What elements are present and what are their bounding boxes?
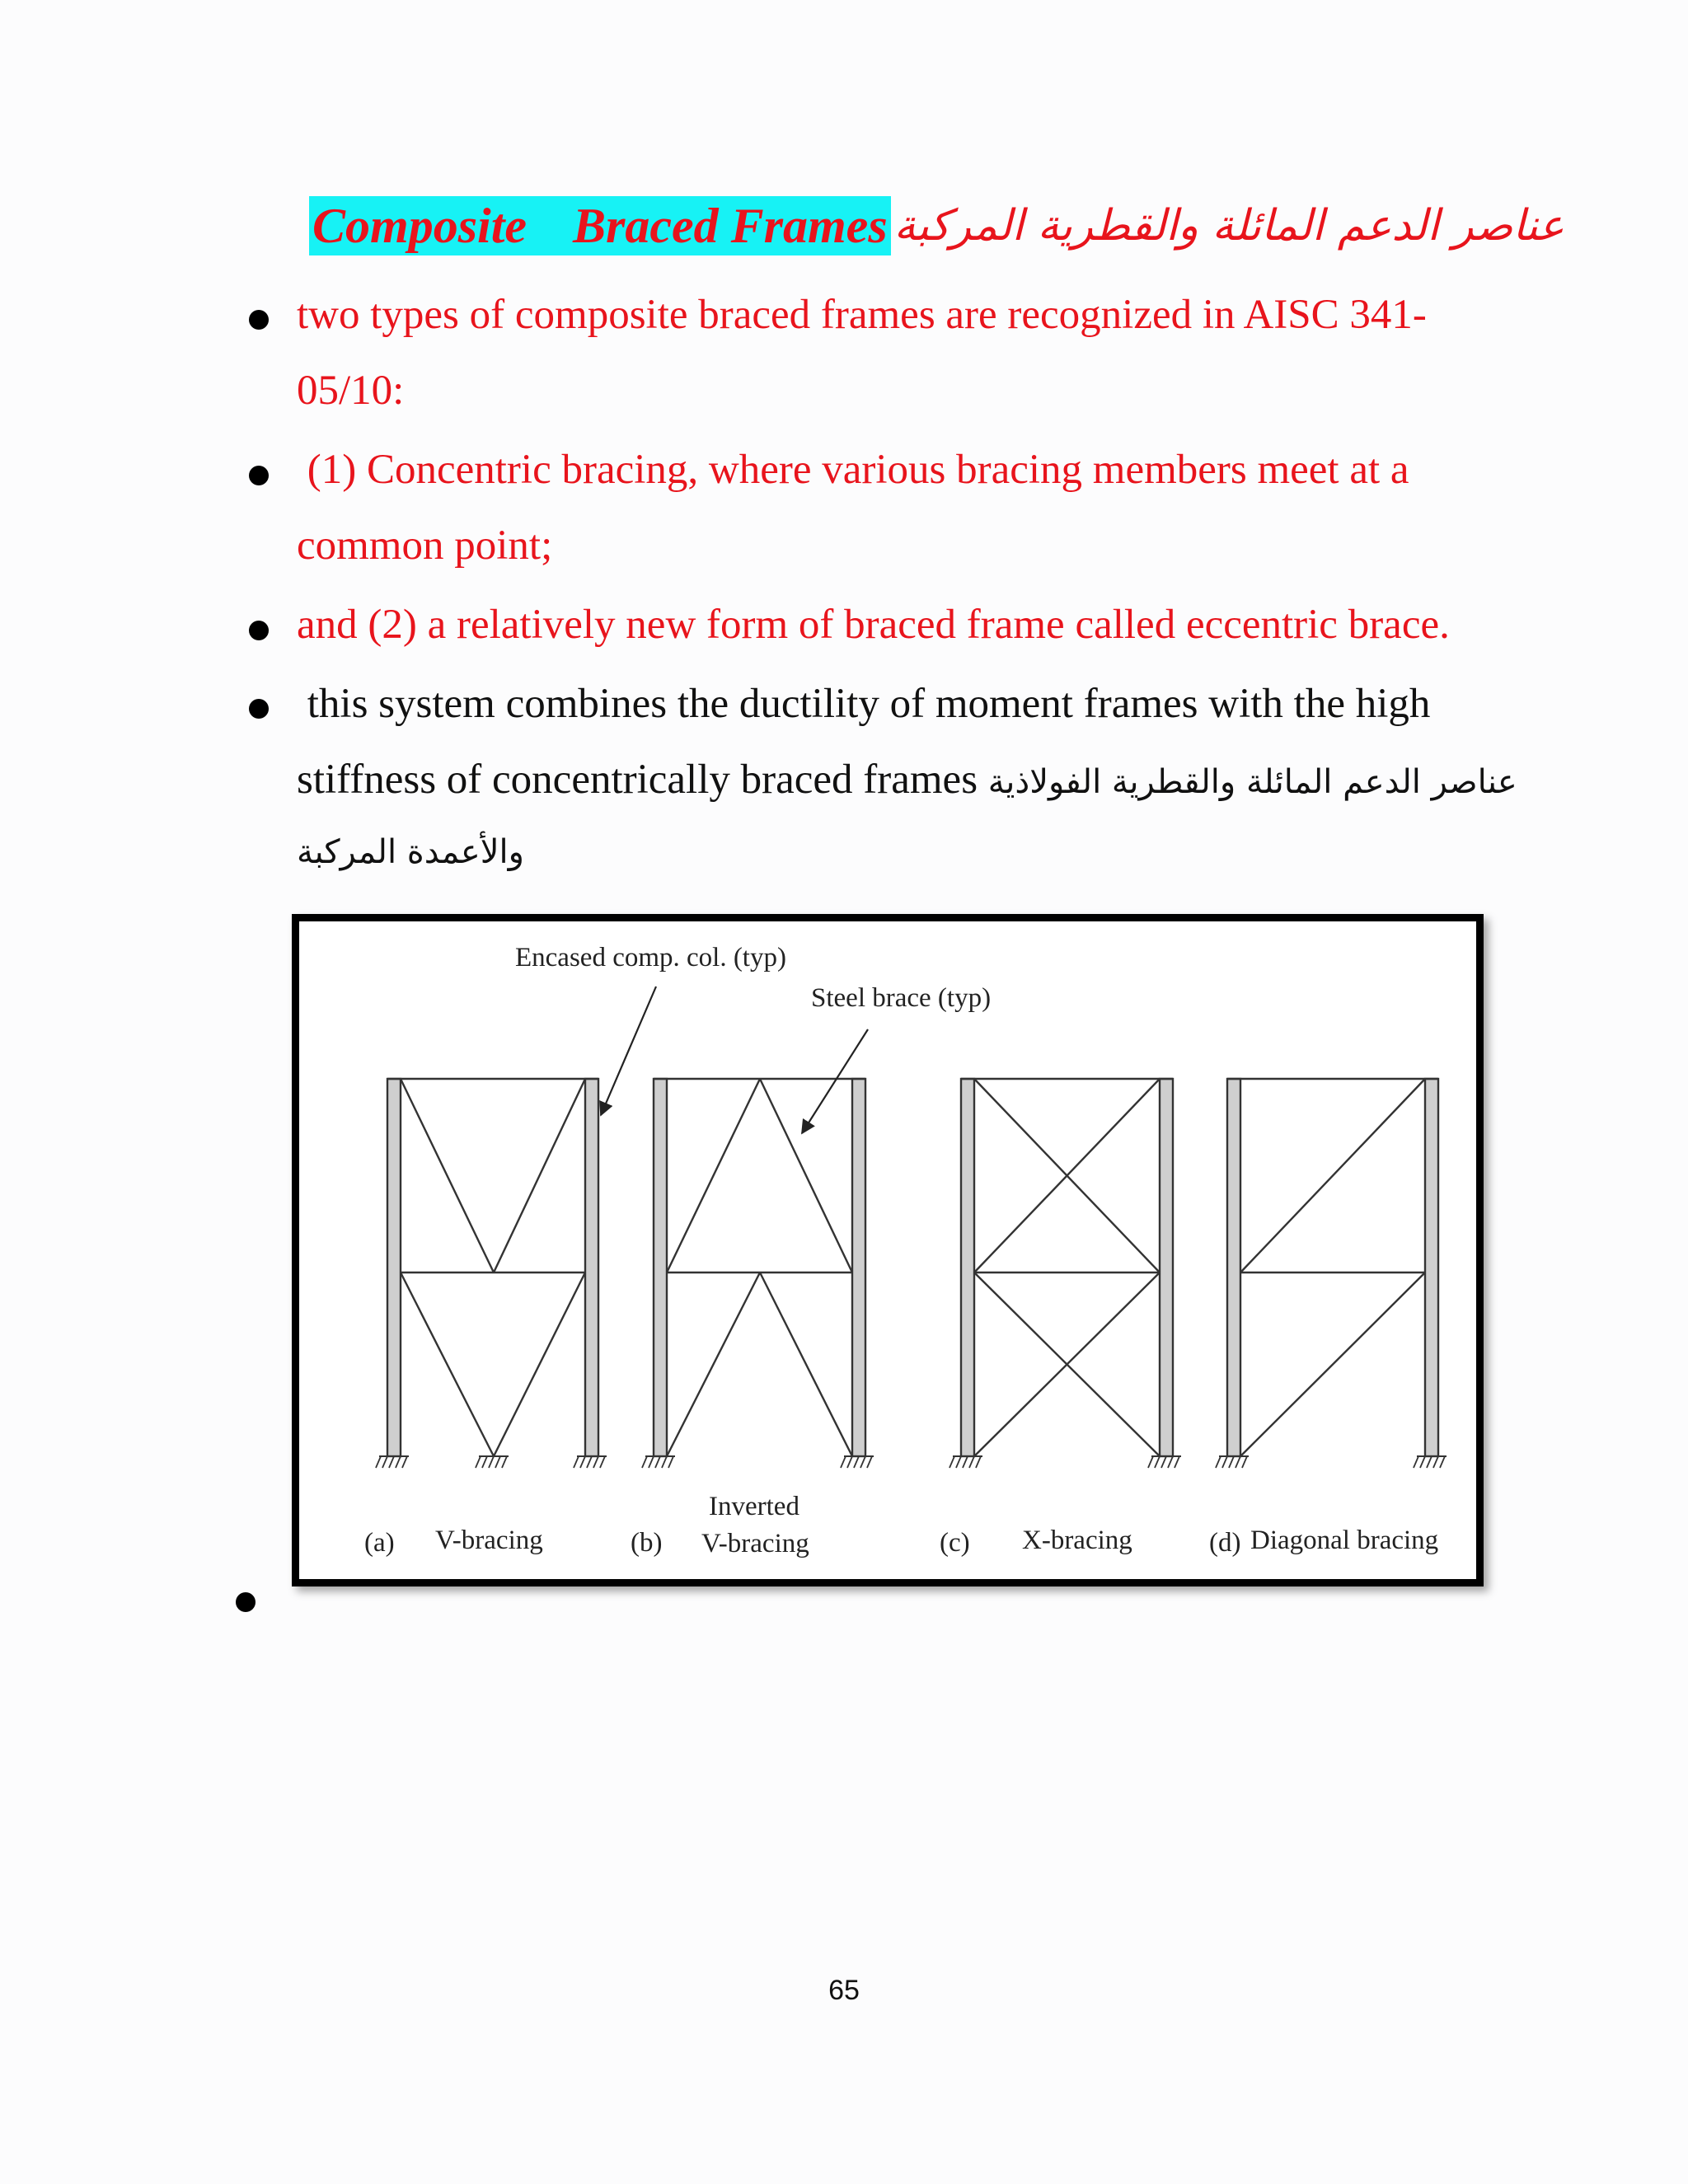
bullet-4-line-2: [297, 755, 1517, 807]
bracing-figure: [292, 914, 1484, 1586]
caption-b-letter: (b): [631, 1528, 663, 1558]
bracing-diagram: [292, 914, 1484, 1586]
caption-b-label-line-2: V-bracing: [701, 1529, 809, 1558]
caption-c-letter: (c): [940, 1528, 970, 1558]
frame-v-bracing: [387, 1079, 598, 1456]
caption-d-label: Diagonal bracing: [1250, 1526, 1439, 1555]
bullet-marker: [249, 310, 269, 330]
caption-b-label-line-1: Inverted: [709, 1492, 799, 1521]
brace-callout-label: Steel brace (typ): [811, 983, 992, 1013]
bullet-1-line-1: two types of composite braced frames are recognized in AISC 341-: [297, 292, 1427, 338]
frame-inverted-v-bracing: [654, 1079, 865, 1456]
bullet-2-line-1: (1) Concentric bracing, where various bracing members meet at a: [297, 447, 1409, 493]
bullet-2-line-2: common point;: [297, 523, 553, 569]
bullet-4-english-text: stiffness of concentrically braced frames: [297, 757, 988, 803]
column-callout-label: Encased comp. col. (typ): [515, 943, 786, 972]
caption-d-letter: (d): [1209, 1528, 1241, 1558]
bullet-4-line-1: this system combines the ductility of moment frames with the high: [297, 681, 1431, 727]
bullet-4-line-3: والأعمدة المركبة: [297, 833, 524, 871]
bullet-3-line-1: and (2) a relatively new form of braced frame called eccentric brace.: [297, 602, 1450, 648]
bullet-4-arabic-text: عناصر الدعم المائلة والقطرية الفولاذية: [987, 763, 1517, 801]
page-number: 65: [828, 1975, 860, 2006]
caption-c-label: X-bracing: [1022, 1526, 1132, 1555]
column-callout-arrow: [601, 987, 656, 1115]
empty-bullet-marker: [236, 1592, 256, 1612]
bullet-marker: [249, 621, 269, 640]
heading-english: Composite Braced Frames: [309, 196, 891, 255]
bullet-marker: [249, 466, 269, 485]
caption-a-letter: (a): [364, 1528, 395, 1558]
bullet-1-line-2: 05/10:: [297, 368, 405, 414]
caption-a-label: V-bracing: [435, 1526, 543, 1555]
bullet-marker: [249, 699, 269, 719]
frame-x-bracing: [961, 1079, 1173, 1456]
heading-arabic: عناصر الدعم المائلة والقطرية المركبة: [893, 201, 1564, 251]
ground-supports: [376, 1456, 1447, 1468]
page-heading: [309, 196, 1564, 255]
frame-diagonal-bracing: [1227, 1079, 1438, 1456]
